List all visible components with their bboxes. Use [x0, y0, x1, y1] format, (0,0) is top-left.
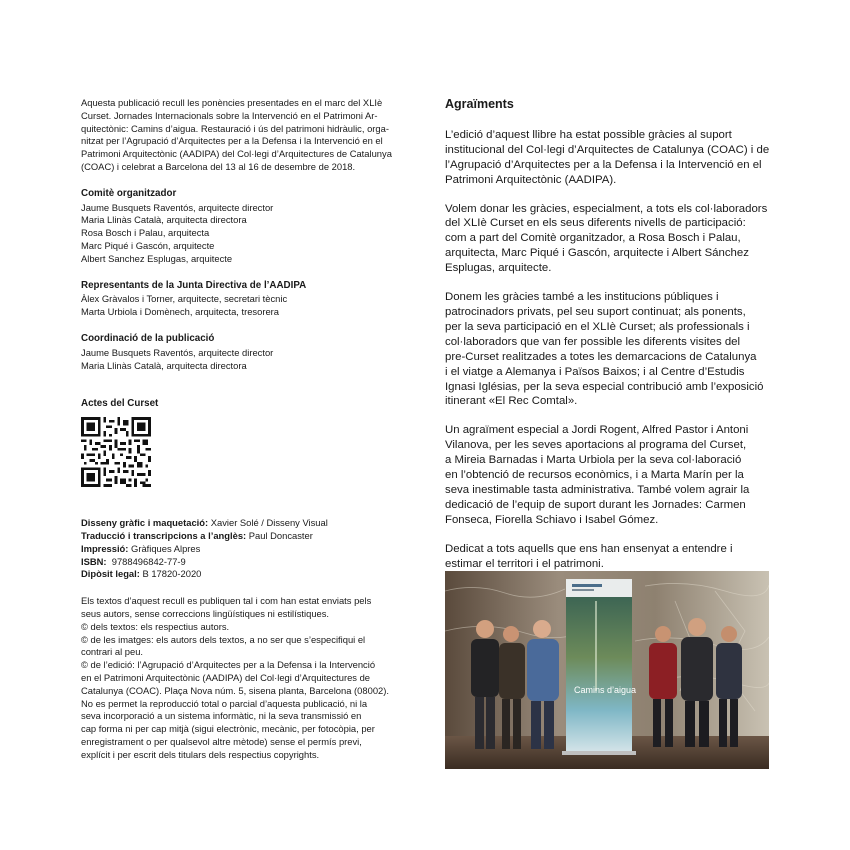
board-heading: Representants de la Junta Directiva de l’AADIPA — [81, 279, 307, 291]
legal-line: © de l’edició: l’Agrupació d’Arquitectes per a la Defensa i la Intervenció — [81, 659, 376, 671]
para-line: Fonseca, Fiorella Schiavo i Isabel Gómez. — [445, 513, 659, 526]
intro-line: nitzat per l’Agrupació d’Arquitectes per a la Defensa i la Intervenció en el — [81, 135, 383, 147]
legal-line: Catalunya (COAC). Plaça Nova núm. 5, sisena planta, Barcelona (08002). — [81, 684, 389, 696]
legal-line: seva incorporació a un sistema informàtic, ni la seva transmissió en — [81, 710, 362, 722]
board-section — [81, 280, 401, 319]
intro-line: quitectònic: Camins d’aigua. Restauració i ús del patrimoni hidràulic, orga- — [81, 122, 389, 134]
para-line: Dedicat a tots aquells que ens han ensenyat a entendre i — [445, 542, 733, 555]
para-line: L’edició d’aquest llibre ha estat possible gràcies al suport — [445, 128, 732, 141]
credit-label: Disseny gràfic i maquetació: — [81, 517, 209, 529]
legal-line: explícit i per escrit dels titulars dels respectius copyrights. — [81, 748, 320, 760]
committee-section — [81, 188, 401, 266]
intro-paragraph — [81, 97, 401, 174]
credit-value: Xavier Solé / Disseny Visual — [208, 517, 328, 529]
credit-value: 9788496842-77-9 — [106, 555, 186, 567]
para-line: col·laboradors que van fer possible les diferents visites del — [445, 335, 741, 348]
qr-code[interactable] — [81, 417, 401, 487]
legal-line: seus autors, sense correccions lingüístiques ni estilístiques. — [81, 607, 330, 619]
credit-label: Impressió: — [81, 542, 129, 554]
group-photo — [445, 571, 769, 769]
para-line: i el viatge a Alemanya i Països Baixos; i al Centre d’Estudis — [445, 365, 745, 378]
acknowledgements-paragraph — [445, 128, 775, 188]
para-line: dedicació de l’equip de suport durant les Jornades: Carmen — [445, 498, 746, 511]
legal-line: contrari al peu. — [81, 646, 144, 658]
legal-line: © dels textos: els respectius autors. — [81, 620, 230, 632]
para-line: pre-Curset realitzades a totes les demarcacions de Catalunya — [445, 350, 757, 363]
legal-notice — [81, 595, 401, 761]
legal-line: No es permet la reproducció total o parcial d’aquesta publicació, ni la — [81, 697, 368, 709]
legal-line: en el Patrimoni Arquitectònic (AADIPA) del Col·legi d’Arquitectures de — [81, 671, 371, 683]
acknowledgements-paragraph — [445, 290, 775, 409]
actes-section — [81, 398, 401, 411]
para-line: itinerant «El Rec Comtal». — [445, 395, 578, 408]
committee-heading: Comitè organitzador — [81, 187, 177, 199]
credit-isbn — [81, 556, 401, 569]
board-member: Àlex Gràvalos i Torner, arquitecte, secretari tècnic — [81, 293, 288, 305]
para-line: l’Agrupació d’Arquitectes per a la Defensa i la Intervenció en el — [445, 158, 762, 171]
intro-line: Aquesta publicació recull les ponències presentades en el marc del XLIè — [81, 97, 383, 108]
para-line: arquitecta, Marc Piqué i Gascón, arquitecte i Albert Sánchez — [445, 247, 749, 260]
credit-label: Dipòsit legal: — [81, 568, 140, 580]
coordination-member: Maria Llinàs Català, arquitecta directora — [81, 359, 247, 371]
intro-line: Patrimoni Arquitectònic (AADIPA) del Col·legi d’Arquitectures de Catalunya — [81, 148, 392, 160]
para-line: Ignasi Iglésias, per la seva especial contribució amb l’exposició — [445, 380, 764, 393]
coordination-section — [81, 333, 401, 372]
para-line: Patrimoni Arquitectònic (AADIPA). — [445, 173, 617, 186]
credit-design — [81, 517, 401, 530]
para-line: Un agraïment especial a Jordi Rogent, Alfred Pastor i Antoni — [445, 424, 749, 437]
legal-line: © de les imatges: els autors dels textos, a no ser que s’especifiqui el — [81, 633, 366, 645]
credit-label: ISBN: — [81, 555, 107, 567]
group-photo-image — [445, 571, 769, 769]
credit-legal-deposit — [81, 568, 401, 581]
legal-line: enregistrament o per qualsevol altre mètode) sense el permís previ, — [81, 735, 362, 747]
credits-section — [81, 517, 401, 581]
para-line: en l’obtenció de recursos econòmics, i a Marta Marín per la — [445, 469, 744, 482]
intro-line: (COAC) i celebrat a Barcelona del 13 al 16 de desembre de 2018. — [81, 160, 356, 172]
legal-line: cap forma ni per cap mitjà (sigui electrònic, mecànic, per fotocòpia, per — [81, 723, 375, 735]
para-line: institucional del Col·legi d’Arquitectes de Catalunya (COAC) i de — [445, 143, 770, 156]
committee-member: Marc Piqué i Gascón, arquitecte — [81, 239, 215, 251]
legal-line: Els textos d’aquest recull es publiquen tal i com han estat enviats pels — [81, 595, 372, 607]
colophon-column — [81, 97, 401, 761]
para-line: per la seva participació en el XLIè Curset; als professionals i — [445, 320, 750, 333]
committee-member: Rosa Bosch i Palau, arquitecta — [81, 227, 210, 239]
qr-code-icon — [81, 417, 151, 487]
para-line: del XLIè Curset en els seus diferents nivells de participació: — [445, 217, 746, 230]
committee-member: Jaume Busquets Raventós, arquitecte director — [81, 201, 274, 213]
credit-value: B 17820-2020 — [139, 568, 202, 580]
acknowledgements-title: Agraïments — [445, 97, 514, 111]
para-line: patrocinadors privats, pel seu suport continuat; als ponents, — [445, 305, 746, 318]
coordination-member: Jaume Busquets Raventós, arquitecte director — [81, 346, 274, 358]
credit-printing — [81, 543, 401, 556]
credit-value: Gràfiques Alpres — [128, 542, 201, 554]
banner-text: Camins d’aigua — [574, 685, 637, 695]
para-line: a Mireia Barnadas i Marta Urbiola per la seva col·laboració — [445, 454, 742, 467]
para-line: Esplugas, arquitecte. — [445, 262, 552, 275]
credit-value: Paul Doncaster — [246, 529, 313, 541]
coordination-heading: Coordinació de la publicació — [81, 332, 215, 344]
para-line: estimar el territori i el patrimoni. — [445, 557, 604, 570]
para-line: com a part del Comitè organitzador, a Rosa Bosch i Palau, — [445, 232, 741, 245]
intro-line: Curset. Jornades Internacionals sobre la Intervenció en el Patrimoni Ar- — [81, 109, 378, 121]
acknowledgements-paragraph — [445, 542, 775, 572]
para-line: Volem donar les gràcies, especialment, a tots els col·laboradors — [445, 202, 768, 215]
para-line: seva inestimable tasta administrativa. També volem agrair la — [445, 483, 750, 496]
actes-heading: Actes del Curset — [81, 398, 159, 410]
para-line: Vilanova, per les seves aportacions al programa del Curset, — [445, 439, 747, 452]
para-line: Donem les gràcies també a les institucions públiques i — [445, 291, 719, 304]
acknowledgements-column — [445, 97, 775, 585]
acknowledgements-paragraph — [445, 423, 775, 527]
credit-label: Traducció i transcripcions a l’anglès: — [81, 529, 247, 541]
credit-translation — [81, 530, 401, 543]
committee-member: Albert Sanchez Esplugas, arquitecte — [81, 252, 233, 264]
acknowledgements-paragraph — [445, 202, 775, 277]
committee-member: Maria Llinàs Català, arquitecta directora — [81, 214, 247, 226]
board-member: Marta Urbiola i Domènech, arquitecta, tresorera — [81, 306, 280, 318]
